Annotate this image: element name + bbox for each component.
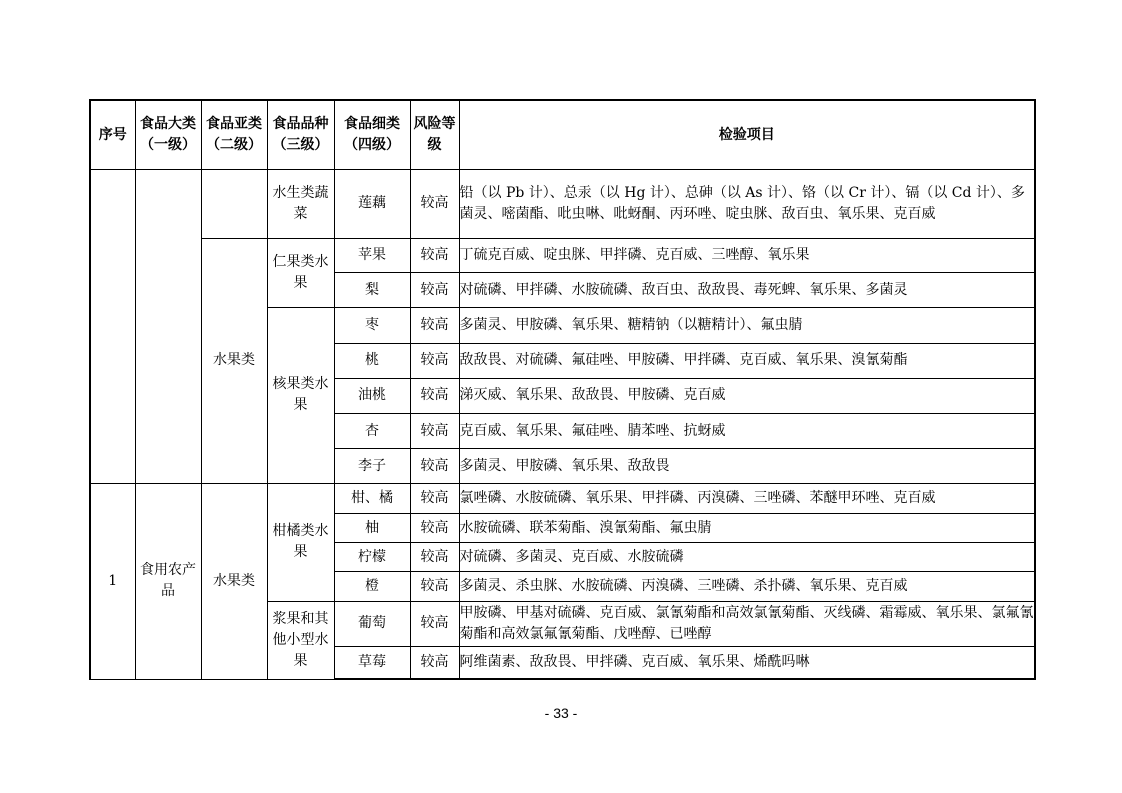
cat4-cell: 柠檬	[334, 543, 410, 572]
items-cell: 水胺硫磷、联苯菊酯、溴氰菊酯、氟虫腈	[459, 513, 1035, 542]
cat3-cell: 仁果类水果	[267, 238, 334, 308]
header-seq: 序号	[90, 100, 135, 170]
cat4-cell: 草莓	[334, 647, 410, 679]
items-cell: 多菌灵、甲胺磷、氧乐果、敌敌畏	[459, 449, 1035, 483]
risk-cell: 较高	[410, 414, 459, 449]
header-risk: 风险等级	[410, 100, 459, 170]
risk-cell: 较高	[410, 543, 459, 572]
cat4-cell: 莲藕	[334, 170, 410, 239]
risk-cell: 较高	[410, 170, 459, 239]
items-cell: 多菌灵、杀虫脒、水胺硫磷、丙溴磷、三唑磷、杀扑磷、氧乐果、克百威	[459, 572, 1035, 601]
header-cat2: 食品亚类（二级）	[201, 100, 267, 170]
seq-cell	[90, 170, 135, 484]
risk-cell: 较高	[410, 343, 459, 378]
cat4-cell: 枣	[334, 308, 410, 343]
items-cell: 敌敌畏、对硫磷、氟硅唑、甲胺磷、甲拌磷、克百威、氧乐果、溴氰菊酯	[459, 343, 1035, 378]
risk-cell: 较高	[410, 272, 459, 307]
risk-cell: 较高	[410, 449, 459, 483]
cat2-cell	[201, 170, 267, 239]
risk-cell: 较高	[410, 572, 459, 601]
header-cat4: 食品细类（四级）	[334, 100, 410, 170]
items-cell: 对硫磷、甲拌磷、水胺硫磷、敌百虫、敌敌畏、毒死蜱、氧乐果、多菌灵	[459, 272, 1035, 307]
items-cell: 丁硫克百威、啶虫脒、甲拌磷、克百威、三唑醇、氧乐果	[459, 238, 1035, 272]
cat3-cell: 浆果和其他小型水果	[267, 601, 334, 679]
header-row	[90, 100, 1035, 170]
cat4-cell: 桃	[334, 343, 410, 378]
cat3-cell: 水生类蔬菜	[267, 170, 334, 239]
risk-cell: 较高	[410, 647, 459, 679]
risk-cell: 较高	[410, 601, 459, 646]
risk-cell: 较高	[410, 483, 459, 513]
risk-cell: 较高	[410, 308, 459, 343]
table-row	[90, 170, 1035, 239]
risk-cell: 较高	[410, 378, 459, 413]
cat4-cell: 苹果	[334, 238, 410, 272]
cat1-cell	[135, 170, 201, 484]
items-cell: 铅（以 Pb 计）、总汞（以 Hg 计）、总砷（以 As 计）、铬（以 Cr 计）、镉（以 Cd 计）、多菌灵、嘧菌酯、吡虫啉、吡蚜酮、丙环唑、啶虫脒、敌百虫、氧乐果、克百威	[459, 170, 1035, 239]
items-cell: 阿维菌素、敌敌畏、甲拌磷、克百威、氧乐果、烯酰吗啉	[459, 647, 1035, 679]
cat4-cell: 柚	[334, 513, 410, 542]
risk-cell: 较高	[410, 513, 459, 542]
cat2-cell: 水果类	[201, 483, 267, 679]
cat3-cell: 核果类水果	[267, 308, 334, 483]
page-number: - 33 -	[544, 705, 578, 721]
table-row	[90, 483, 1035, 513]
items-cell: 克百威、氧乐果、氟硅唑、腈苯唑、抗蚜威	[459, 414, 1035, 449]
header-items: 检验项目	[459, 100, 1035, 170]
cat4-cell: 橙	[334, 572, 410, 601]
header-cat3: 食品品种（三级）	[267, 100, 334, 170]
cat2-cell: 水果类	[201, 238, 267, 483]
cat1-cell: 食用农产品	[135, 483, 201, 679]
items-cell: 对硫磷、多菌灵、克百威、水胺硫磷	[459, 543, 1035, 572]
cat4-cell: 杏	[334, 414, 410, 449]
items-cell: 氯唑磷、水胺硫磷、氧乐果、甲拌磷、丙溴磷、三唑磷、苯醚甲环唑、克百威	[459, 483, 1035, 513]
items-cell: 甲胺磷、甲基对硫磷、克百威、氯氰菊酯和高效氯氰菊酯、灭线磷、霜霉威、氧乐果、氯氟氰菊酯和高效氯氟氰菊酯、戊唑醇、已唑醇	[459, 601, 1035, 646]
cat4-cell: 柑、橘	[334, 483, 410, 513]
cat4-cell: 葡萄	[334, 601, 410, 646]
cat4-cell: 李子	[334, 449, 410, 483]
table-row	[90, 238, 1035, 272]
header-cat1: 食品大类（一级）	[135, 100, 201, 170]
seq-cell: 1	[90, 483, 135, 679]
items-cell: 多菌灵、甲胺磷、氧乐果、糖精钠（以糖精计）、氟虫腈	[459, 308, 1035, 343]
cat3-cell: 柑橘类水果	[267, 483, 334, 601]
risk-cell: 较高	[410, 238, 459, 272]
cat4-cell: 油桃	[334, 378, 410, 413]
cat4-cell: 梨	[334, 272, 410, 307]
inspection-table	[89, 99, 1036, 680]
items-cell: 涕灭威、氧乐果、敌敌畏、甲胺磷、克百威	[459, 378, 1035, 413]
